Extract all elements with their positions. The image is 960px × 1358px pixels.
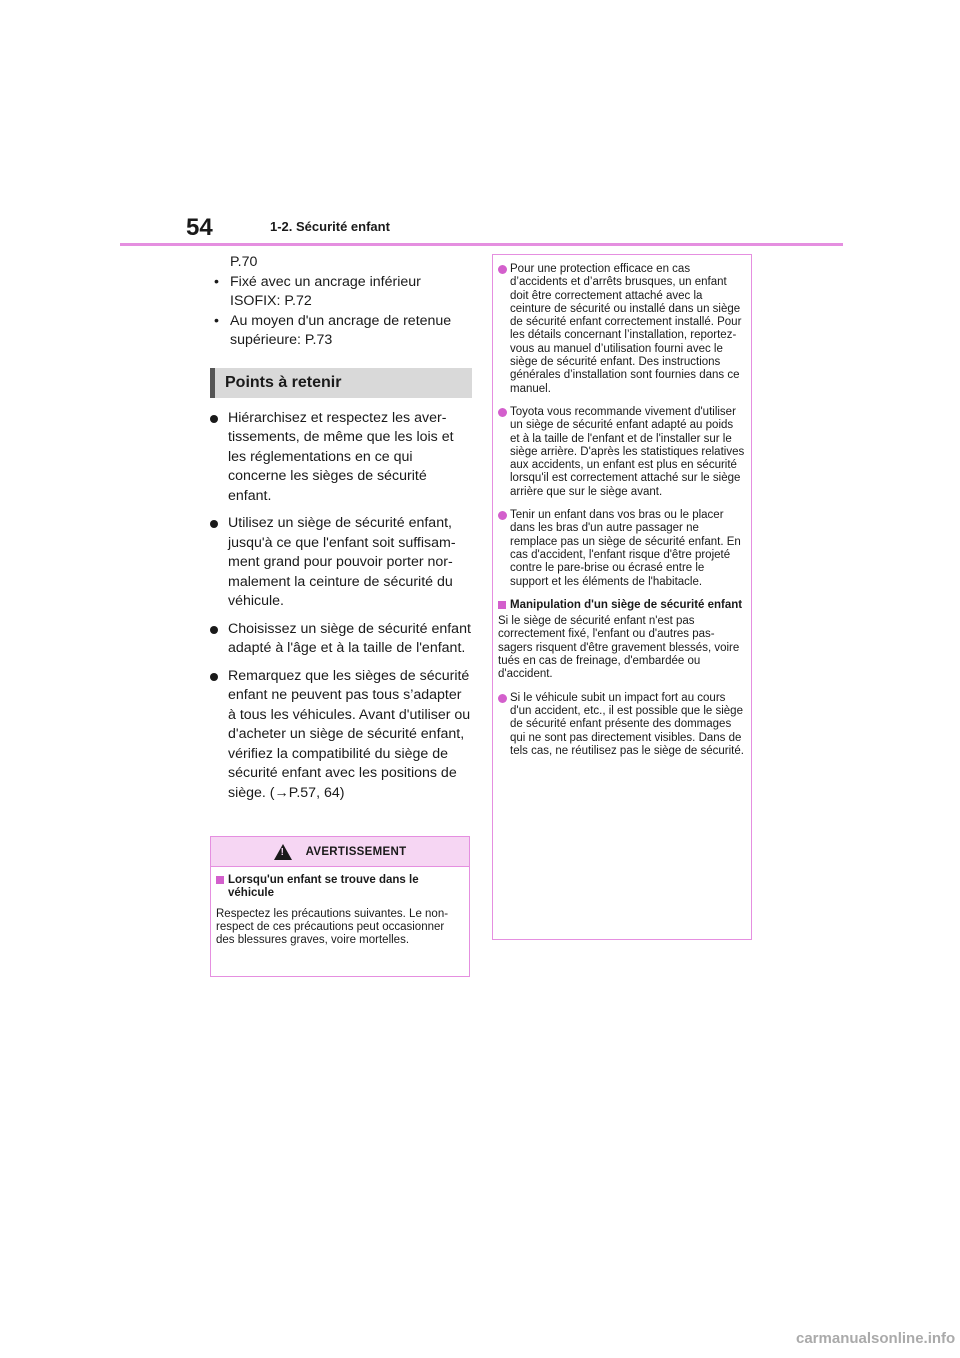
reference-line: supérieure: P.73 xyxy=(230,332,333,348)
warning-subheading: Lorsqu'un enfant se trouve dans le véhicule xyxy=(216,874,463,901)
warning-body xyxy=(211,867,469,947)
reference-line: • Au moyen d'un ancrage de retenue xyxy=(214,312,452,329)
list-item: Si le véhicule subit un impact fort au cours d'un accident, etc., il est possible que le siège de sécurité enfant présente des dommages qui ne sont pas directement visibles. Dans de tels cas, ne réutilisez pas le siège de sécurité. xyxy=(498,692,745,758)
list-item: Utilisez un siège de sécurité enfant, jusqu'à ce que l'enfant soit suffisamment grand pour pouvoir porter normalement la ceinture de sécurité du véhicule. xyxy=(210,514,472,612)
warning-title: AVERTISSEMENT xyxy=(305,845,407,858)
warning-continuation-box xyxy=(492,254,752,940)
warning-text: Respectez les précautions suivantes. Le non-respect de ces précautions peut occasionner des blessures graves, voire mortelles. xyxy=(216,907,449,947)
square-bullet-icon xyxy=(216,876,224,884)
left-column xyxy=(210,253,472,811)
section-title: 1-2. Sécurité enfant xyxy=(270,219,390,234)
reference-line: ISOFIX: P.72 xyxy=(230,293,312,309)
list-item: Remarquez que les sièges de sécurité enfant ne peuvent pas tous s’adapter à tous les véhicules. Avant d'utiliser ou d'acheter un siège de sécurité enfant, vérifiez la compatibilité du siège de sécurité enfant avec les positions de siège. (→P.57, 64) xyxy=(210,667,472,804)
bullet-icon xyxy=(210,415,218,423)
warning-icon: ! xyxy=(274,844,292,860)
reference-line: P.70 xyxy=(230,254,258,270)
circle-bullet-icon xyxy=(498,511,507,520)
reference-line: • Fixé avec un ancrage inférieur xyxy=(214,273,421,290)
list-item: Choisissez un siège de sécurité enfant adapté à l'âge et à la taille de l'enfant. xyxy=(210,620,472,659)
warning-header xyxy=(211,837,469,867)
reference-list xyxy=(210,253,472,351)
bullet-icon xyxy=(210,626,218,634)
warning-box xyxy=(210,836,470,977)
points-heading: Points à retenir xyxy=(210,368,472,398)
bullet-icon xyxy=(210,673,218,681)
section-subheading: Manipulation d'un siège de sécurité enfant xyxy=(498,599,745,612)
circle-bullet-icon xyxy=(498,265,507,274)
watermark: carmanualsonline.info xyxy=(796,1330,956,1347)
warning-continuation-body xyxy=(493,255,751,758)
header-divider xyxy=(120,243,843,246)
bullet-icon xyxy=(210,520,218,528)
square-bullet-icon xyxy=(498,601,506,609)
page-number: 54 xyxy=(186,214,213,241)
list-item: Toyota vous recommande vivement d'utiliser un siège de sécurité enfant adapté au poids et à la taille de l'enfant et de l'installer sur le siège arrière. D'après les statistiques relatives aux accidents, un enfant est plus en sécurité lorsqu'il est correctement attaché sur le siège arrière que sur le siège avant. xyxy=(498,406,745,499)
circle-bullet-icon xyxy=(498,408,507,417)
list-item: Tenir un enfant dans vos bras ou le placer dans les bras d'un autre passager ne remplace pas un siège de sécurité enfant. En cas d'accident, l'enfant risque d'être projeté contre le pare-brise ou écrasé entre le support et les éléments de l'habitacle. xyxy=(498,509,745,589)
paragraph: Si le siège de sécurité enfant n'est pas correctement fixé, l'enfant ou d'autres passagers risquent d'être gravement blessés, voire tués en cas de freinage, d'embardée ou d'accident. xyxy=(498,615,740,681)
points-list xyxy=(210,409,472,804)
list-item: Hiérarchisez et respectez les avertissements, de même que les lois et les réglementations en ce qui concerne les sièges de sécurité enfant. xyxy=(210,409,472,507)
list-item: Pour une protection efficace en cas d’accidents et d’arrêts brusques, un enfant doit être correctement attaché avec la ceinture de sécurité ou installé dans un siège de sécurité enfant correctement installé. Pour les détails concernant l’installation, reportez-vous au manuel d’utilisation fourni avec le siège de sécurité enfant. Des instructions générales d’installation sont fournies dans ce manuel. xyxy=(498,263,745,396)
circle-bullet-icon xyxy=(498,694,507,703)
